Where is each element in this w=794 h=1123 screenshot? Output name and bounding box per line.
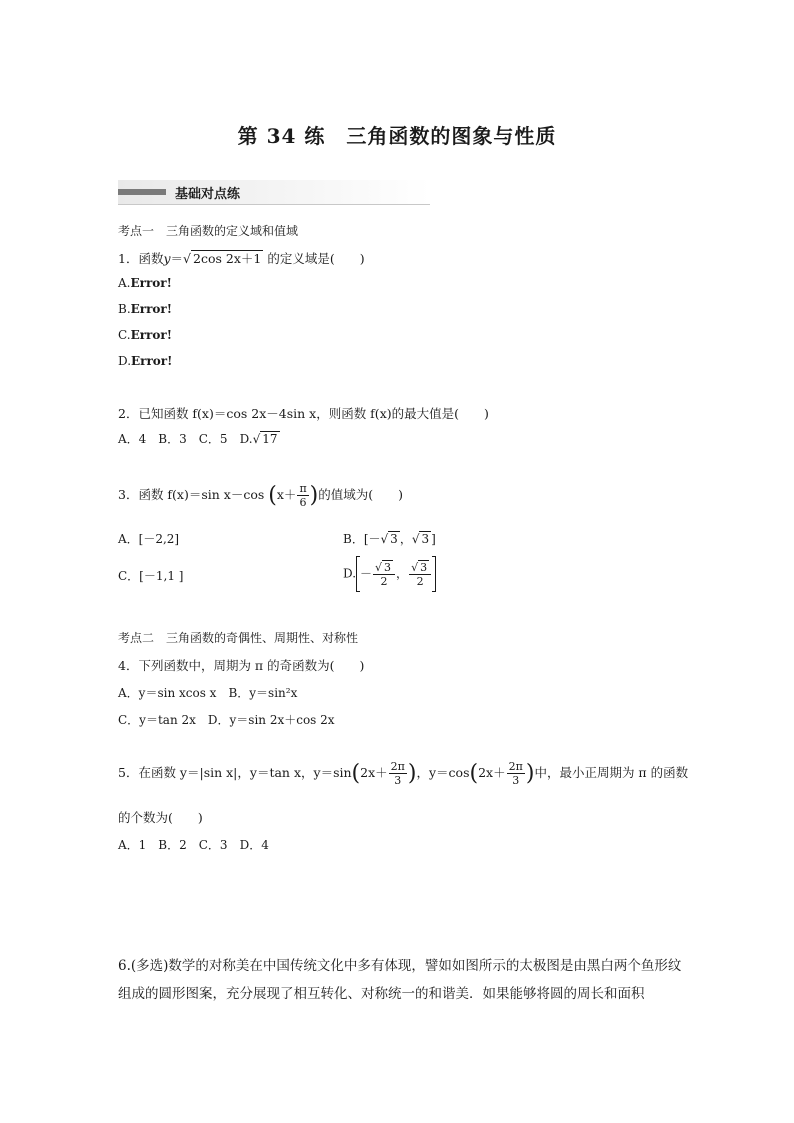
2pi-over-3-fraction: [507, 760, 525, 787]
topic-2-heading: 考点二 三角函数的奇偶性、周期性、对称性: [118, 631, 359, 645]
sqrt-sign: √: [411, 560, 419, 574]
radicand: 3: [420, 560, 428, 574]
option-b-prefix: B．[－: [343, 532, 381, 546]
sqrt-sign: √: [183, 251, 191, 266]
q1-eq: ＝: [170, 251, 184, 266]
question-4: 4．下列函数中，周期为 π 的奇函数为( ): [118, 658, 365, 673]
radicand: 3: [390, 532, 398, 546]
sqrt3-over-2-fraction: [373, 561, 395, 588]
page-title: 第 34 练 三角函数的图象与性质: [237, 124, 557, 148]
q2-options: [118, 430, 280, 447]
section-banner-label: 基础对点练: [175, 187, 241, 202]
comma: ，: [396, 566, 409, 581]
q5-options: A．1 B．2 C．3 D．4: [118, 838, 269, 852]
section-banner: [118, 180, 430, 205]
q5-arg-2: 2x＋: [478, 765, 506, 780]
right-paren: ): [309, 483, 319, 508]
2pi-over-3-fraction: [389, 760, 407, 787]
q2-option-d-radicand: 17: [262, 432, 278, 446]
q1-option-d: [118, 354, 172, 368]
sqrt-sign: √: [252, 432, 261, 446]
fraction-denominator: 2: [380, 574, 388, 588]
left-paren: (: [469, 761, 479, 786]
left-paren: (: [268, 483, 277, 508]
bracket-close: ]: [431, 532, 436, 546]
fraction-numerator: [373, 561, 395, 575]
fraction-numerator: 2π: [508, 760, 523, 773]
q3-arg: x＋: [276, 487, 297, 502]
q5-prefix: 5．在函数 y＝|sin x|，y＝tan x，y＝sin: [118, 765, 352, 780]
q3-option-b: [343, 530, 436, 547]
option-letter: D.: [118, 354, 132, 368]
left-paren: (: [351, 761, 361, 786]
q5-suffix: 中，最小正周期为 π 的函数: [534, 765, 689, 780]
fraction-numerator: 2π: [390, 760, 405, 773]
q4-options-line-1: A．y＝sin xcos x B．y＝sin²x: [118, 686, 298, 700]
sqrt-sign: √: [411, 532, 420, 546]
topic-1-heading: 考点一 三角函数的定义域和值域: [118, 224, 299, 238]
sqrt3-over-2-fraction: [409, 561, 431, 588]
radicand: 3: [384, 560, 392, 574]
question-3: [118, 482, 403, 509]
q1-option-b: [118, 302, 172, 316]
q2-options-text: A．4 B．3 C．5 D.: [118, 432, 253, 446]
fraction-denominator: 2: [416, 574, 424, 588]
q5-arg-1: 2x＋: [360, 765, 388, 780]
q1-option-c: [118, 328, 172, 342]
option-letter: C.: [118, 328, 131, 342]
right-paren: ): [407, 761, 417, 786]
q1-suffix: 的定义域是( ): [267, 251, 365, 266]
banner-bar: [118, 189, 166, 195]
sqrt-sign: √: [375, 560, 383, 574]
option-text: Error!: [130, 328, 172, 342]
fraction-denominator: 3: [512, 774, 520, 787]
q5-mid: ，y＝cos: [416, 765, 470, 780]
q5-line-2: 的个数为( ): [118, 810, 203, 825]
q3-prefix: 3．函数 f(x)＝sin x－cos: [118, 487, 265, 502]
q3-option-d: [343, 556, 436, 592]
option-text: Error!: [130, 276, 172, 290]
q1-y: y: [163, 251, 171, 266]
fraction-numerator: [409, 561, 431, 575]
option-text: Error!: [131, 354, 173, 368]
question-2: 2．已知函数 f(x)＝cos 2x－4sin x，则函数 f(x)的最大值是( ): [118, 406, 489, 421]
pi-over-6-fraction: [297, 482, 308, 509]
q1-option-a: [118, 276, 172, 290]
option-letter: A.: [118, 276, 131, 290]
question-1: [118, 249, 365, 267]
fraction-denominator: 6: [299, 496, 307, 509]
sqrt-sign: √: [380, 532, 389, 546]
option-text: Error!: [130, 302, 173, 316]
radicand: 3: [421, 532, 430, 546]
q3-option-a: A．[－2,2]: [118, 532, 180, 546]
fraction-numerator: π: [299, 482, 307, 495]
q4-options-line-2: C．y＝tan 2x D．y＝sin 2x＋cos 2x: [118, 713, 335, 727]
question-6: 6.(多选)数学的对称美在中国传统文化中多有体现，譬如如图所示的太极图是由黑白两个鱼形纹组成的圆形图案，充分展现了相互转化、对称统一的和谐美．如果能够将圆的周长和面积: [118, 958, 682, 1002]
q3-option-c: C．[－1,1 ]: [118, 569, 184, 583]
comma: ，: [399, 532, 412, 546]
option-letter: B.: [118, 302, 131, 316]
option-d-prefix: D.: [343, 566, 357, 581]
q1-radicand: 2cos 2x＋1: [193, 251, 262, 266]
minus-sign: －: [360, 566, 373, 581]
q1-prefix: 1．函数: [118, 251, 164, 266]
question-5: [118, 760, 688, 787]
right-bracket: [432, 556, 436, 592]
q3-suffix: 的值域为( ): [318, 487, 404, 502]
right-paren: ): [525, 761, 535, 786]
fraction-denominator: 3: [394, 774, 402, 787]
